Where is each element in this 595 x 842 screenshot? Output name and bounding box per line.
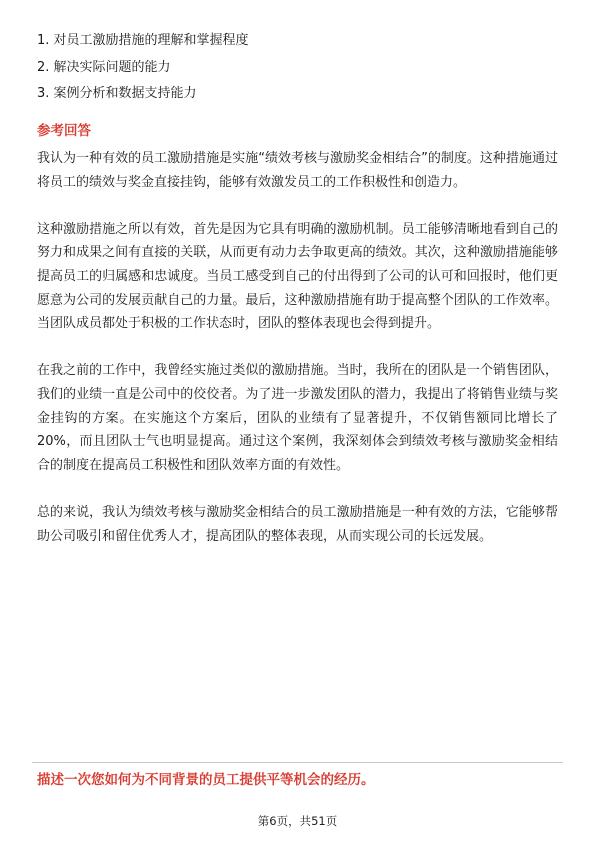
next-question-heading: 描述一次您如何为不同背景的员工提供平等机会的经历。 — [37, 772, 375, 788]
answer-paragraph: 总的来说，我认为绩效考核与激励奖金相结合的员工激励措施是一种有效的方法，它能够帮助公司吸引和留住优秀人才，提高团队的整体表现，从而实现公司的长远发展。 — [37, 504, 558, 544]
criteria-item: 3. 案例分析和数据支持能力 — [37, 86, 197, 101]
answer-paragraph: 我认为一种有效的员工激励措施是实施“绩效考核与激励奖金相结合”的制度。这种措施通过将员工的绩效与奖金直接挂钩，能够有效激发员工的工作积极性和创造力。 — [37, 151, 558, 190]
section-divider — [32, 762, 563, 763]
answer-paragraph: 在我之前的工作中，我曾经实施过类似的激励措施。当时，我所在的团队是一个销售团队，我们的业绩一直是公司中的佼佼者。为了进一步激发团队的潜力，我提出了将销售业绩与奖金挂钩的方案。在实施这个方案后，团队的业绩有了显著提升，不仅销售额同比增长了20%，而且团队士气也明显提高。通过这个案例，我深刻体会到绩效考核与激励奖金相结合的制度在提高员工积极性和团队效率方面的有效性。 — [37, 363, 558, 473]
page-number-footer: 第6页，共51页 — [257, 814, 338, 828]
scoring-criteria-list — [37, 33, 557, 113]
criteria-item: 1. 对员工激励措施的理解和掌握程度 — [37, 33, 249, 48]
reference-answer-body — [37, 147, 558, 572]
answer-paragraph: 这种激励措施之所以有效，首先是因为它具有明确的激励机制。员工能够清晰地看到自己的努力和成果之间有直接的关联，从而更有动力去争取更高的绩效。其次，这种激励措施能够提高员工的归属感和忠诚度。当员工感受到自己的付出得到了公司的认可和回报时，他们更愿意为公司的发展贡献自己的力量。最后，这种激励措施有助于提高整个团队的工作效率。当团队成员都处于积极的工作状态时，团队的整体表现也会得到提升。 — [37, 221, 558, 332]
reference-answer-heading: 参考回答 — [37, 123, 91, 139]
criteria-item: 2. 解决实际问题的能力 — [37, 59, 171, 75]
